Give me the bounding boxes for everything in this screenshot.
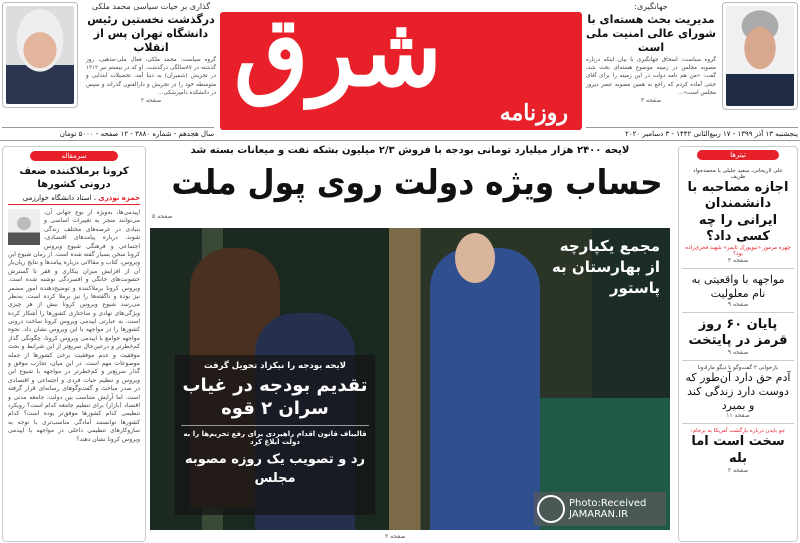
lead-subhead: لایحه ۲۴۰۰ هزار میلیارد تومانی بودجه با فروش ۲/۳ میلیون بشکه نفت و میعانات بسته شد — [190, 145, 630, 156]
editorial-label: سرمقاله — [30, 151, 118, 161]
sanctions-headline[interactable]: رد و تصویب یک روزه مصوبه مجلس — [184, 451, 366, 487]
newspaper-logo — [220, 12, 582, 130]
figure-speaker — [430, 248, 540, 530]
date-line: پنجشنبه ۱۳ آذر ۱۳۹۹ - ۱۷ ربیع‌الثانی ۱۴۴۲ - ۳ دسامبر ۲۰۲۰ — [586, 127, 798, 139]
editorial-author-role: استاد دانشگاه خوارزمی — [22, 194, 92, 202]
budget-headline[interactable]: تقدیم بودجه در غیاب سران ۲ قوه — [181, 374, 369, 426]
sidebar-item[interactable]: جو بایدن درباره بازگشت آمریکا به برجام: سخت است اما بله صفحه ۲ — [690, 428, 786, 474]
lead-headline-wrap — [150, 160, 670, 208]
logo-subtitle: روزنامه — [499, 100, 568, 126]
sidebar-item[interactable]: مواجهه با واقعیتی به نام معلولیت صفحه ۹ — [682, 269, 794, 313]
photo-page: صفحه ۲ — [385, 533, 406, 540]
sidebar-item[interactable]: پایان ۶۰ روز قرمز در پایتخت صفحه ۹ — [682, 313, 794, 362]
lead-headline[interactable]: حساب ویژه دولت روی پول ملت — [171, 163, 663, 203]
budget-kicker: لایحه بودجه را نیکزاد تحویل گرفت — [204, 361, 346, 371]
sanctions-kicker: قالیباف قانون اقدام راهبردی برای رفع تحریم‌ها را به دولت ابلاغ کرد — [183, 429, 367, 446]
editorial-body: اپیدمی‌ها، به‌ویژه از نوع جهانی آن، می‌توانند منجر به تغییرات اساسی و بنیادی در عرصه‌های مختلف زندگی شوند. درباره پیامدهای اقتصادی، اجتماعی و فرهنگی شیوع ویروس کرونا سخن بسیار گفته شده است. از زمان شیوع این ویروس، کتاب و مقالاتی درباره پیامدها و نتایج زیان‌بار آن از افزایش میزان بیکاری و فقر تا گسترش خشونت‌های خانگی و افسردگی نوشته شده است. ویروس کرونا برملاکننده و توضیح‌دهنده امور مضمر نیز بوده و ناگفته‌ها را نیز برملا کرده است. به‌نظر می‌رسد شیوع ویروس کرونا بیش از هر چیزی ویژگی‌های نهادی و ساختاری کشورها را آشکار کرده است. به عبارتی اپیدمی ویروس کرونا ساخت درونی کشورها را در مواجهه با این ویروس نشان داد. نحوه مواجهه جوامع با اپیدمی ویروس کرونا، چگونگی گذار کم‌خطرتر و درعین‌حال سریع‌تر از این شرایط و بحث موفقیت و عدم موفقیت برخی کشورها از جمله موضوعات مهم است. در این میان، تجارب موفق و گذار سریع‌تر و کم‌خطرتر در مواجهه با شیوع این ویروس و تنظیم حیات فردی و اجتماعی و اقتصادی در صدر مباحث و گفت‌وگوهای رسانه‌ای قرار گرفته است. اما آرایش متناسب بین دولت، جامعه مدنی و اقتصاد (بازار) برای تنظیم جامعه کدام است؟ رویکرد تنظیمی کدام کشورها موفق‌تر بوده است؟ کدام کشورها توانستند آمادگی مناسب‌تری با توجه به سازوکارهای تنظیمی داخلی در مواجهه با اپیدمی ویروس کرونا نشان دهند؟ — [8, 209, 140, 443]
sidebar-item[interactable]: علی لاریجانی، سعید جلیلی یا محمدجواد ظریف اجازه مصاحبه با دانشمندان ایرانی را چه کسی داد؟ چهره مرموز «نیویورک تایمز» شهید فخری‌زاده بود؟ صفحه ۳ — [682, 164, 794, 269]
watermark-line1: Photo:Received — [569, 498, 647, 509]
lead-page: صفحه ۵ — [152, 213, 173, 220]
jahangiri-body: گروه سیاست: اسحاق جهانگیری با بیان اینکه درباره مصوبه مجلس در زمینه موضوع هسته‌ای بحث شد، گفت: «من هم نامه دولت در این زمینه را برای آقای جنتی آماده کردم که راجع به همین مصوبه عصر دیروز مجلس است»... — [586, 57, 716, 96]
obituary-kicker: گذاری بر حیات سیاسی محمد ملکی — [91, 2, 211, 11]
obituary-page: صفحه ۲ — [140, 96, 162, 104]
jahangiri-page: صفحه ۳ — [640, 96, 662, 104]
editorial-column — [2, 146, 146, 542]
jahangiri-photo — [722, 2, 798, 110]
photo-caption[interactable]: مجمع یکپارچه از بهارستان به پاستور — [551, 237, 660, 297]
photo-credit-watermark — [534, 492, 666, 526]
budget-overlay — [175, 355, 375, 515]
figure-head — [455, 233, 495, 283]
sidebar-label: تیترها — [697, 150, 779, 160]
logo-wordmark: شرق — [234, 12, 442, 108]
jamaran-logo-icon — [537, 495, 565, 523]
obituary-photo — [2, 2, 78, 108]
jahangiri-kicker: جهانگیری: — [634, 2, 668, 11]
headlines-sidebar — [678, 146, 798, 542]
sidebar-item[interactable]: بازخوانی ۲ گفت‌وگو با دیگو مارادونا آدم حق دارد آن‌طور که دوست دارد زندگی کند و بمیرد صفحه ۱۱ — [682, 361, 794, 424]
masthead-divider — [0, 140, 800, 141]
obituary-story — [86, 2, 216, 122]
editorial-byline: حمزه نوذری ، استاد دانشگاه خوارزمی — [8, 194, 140, 205]
issue-line: سال هجدهم - شماره ۳۸۸۰ - ۱۲ صفحه - ۵۰۰۰ تومان — [2, 127, 214, 139]
jahangiri-headline[interactable]: مدیریت بحث هسته‌ای با شورای عالی امنیت ملی است — [586, 13, 716, 54]
jahangiri-story — [586, 2, 716, 122]
main-photo — [150, 228, 670, 530]
watermark-line2: JAMARAN.IR — [569, 509, 629, 520]
obituary-body: گروه سیاست: محمد ملکی، فعال ملی-مذهبی، روز گذشته در ۸۷سالگی درگذشت. او که در بیستم تیر ۱۳۱۲ در تجریش (شمیران) به دنیا آمد، تحصیلات ابتدایی و متوسطه خود را در تجریش و دارالفنون گذراند و سپس در دانشکده دامپزشکی... — [86, 57, 216, 96]
author-photo — [8, 209, 40, 245]
editorial-headline[interactable]: کرونا برملاکننده ضعف درونی کشورها — [19, 166, 129, 190]
obituary-headline[interactable]: درگذشت نخستین رئیس دانشگاه تهران پس از انقلاب — [87, 13, 215, 54]
editorial-author: حمزه نوذری — [98, 194, 140, 202]
